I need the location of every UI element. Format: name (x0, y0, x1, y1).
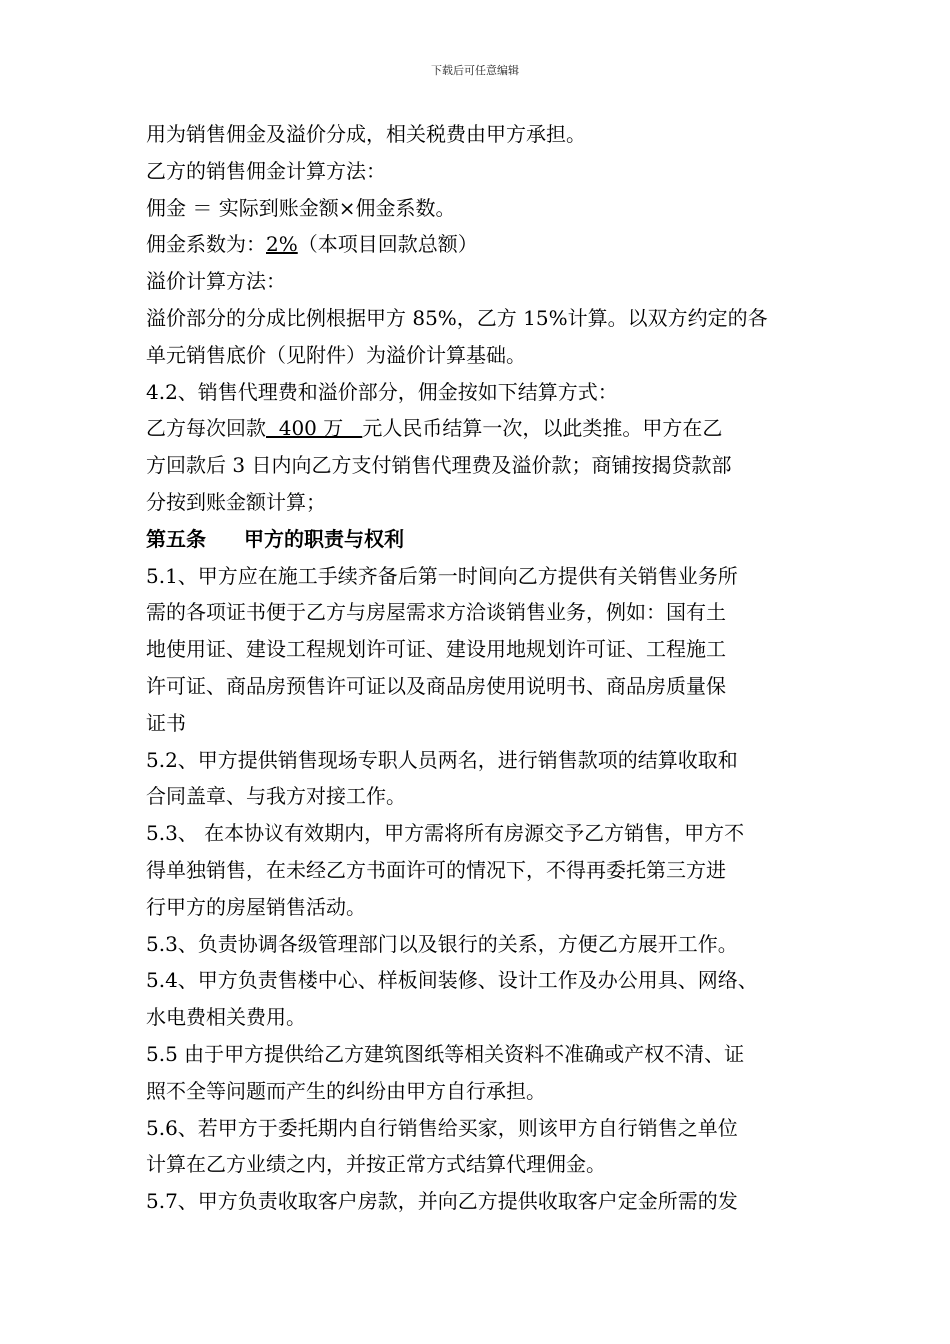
document-body (146, 116, 826, 1220)
commission-rate-line (146, 226, 826, 263)
text-line: 分按到账金额计算； (146, 489, 326, 514)
section-number: 第五条 (146, 526, 206, 551)
text-line: 溢价部分的分成比例根据甲方 85%，乙方 15%计算。以双方约定的各 (146, 305, 768, 330)
text-line: 计算在乙方业绩之内，并按正常方式结算代理佣金。 (146, 1152, 606, 1177)
text-line: 得单独销售，在未经乙方书面许可的情况下，不得再委托第三方进 (146, 857, 726, 882)
section-heading (146, 521, 826, 558)
settlement-amount: 400 万 (266, 416, 363, 441)
text-line: 水电费相关费用。 (146, 1005, 306, 1030)
text-line: 溢价计算方法： (146, 269, 286, 294)
rate-value: 2% (266, 232, 298, 257)
text-line: 合同盖章、与我方对接工作。 (146, 784, 406, 809)
page-header: 下载后可任意编辑 (431, 64, 519, 77)
text-line: 5.4、甲方负责售楼中心、样板间装修、设计工作及办公用具、网络、 (146, 968, 758, 993)
text-line: 单元销售底价（见附件）为溢价计算基础。 (146, 342, 526, 367)
text-line: 5.3、负责协调各级管理部门以及银行的关系，方便乙方展开工作。 (146, 931, 738, 956)
text-line: 5.5 由于甲方提供给乙方建筑图纸等相关资料不准确或产权不清、证 (146, 1041, 745, 1066)
text-line: 方回款后 3 日内向乙方支付销售代理费及溢价款；商铺按揭贷款部 (146, 453, 732, 478)
text-line: 照不全等问题而产生的纠纷由甲方自行承担。 (146, 1078, 546, 1103)
text-line: 佣金 ＝ 实际到账金额×佣金系数。 (146, 195, 456, 220)
text-line: 5.6、若甲方于委托期内自行销售给买家，则该甲方自行销售之单位 (146, 1115, 738, 1140)
text-line: 5.3、 在本协议有效期内，甲方需将所有房源交予乙方销售，甲方不 (146, 821, 745, 846)
rate-note: （本项目回款总额） (297, 232, 478, 257)
text-line: 用为销售佣金及溢价分成，相关税费由甲方承担。 (146, 122, 586, 146)
text-line: 行甲方的房屋销售活动。 (146, 894, 366, 919)
settlement-amount-line (146, 410, 826, 447)
text-line: 4.2、销售代理费和溢价部分，佣金按如下结算方式： (146, 379, 618, 404)
text-line: 乙方的销售佣金计算方法： (146, 158, 386, 183)
text-line: 5.1、甲方应在施工手续齐备后第一时间向乙方提供有关销售业务所 (146, 563, 738, 588)
text-line: 许可证、商品房预售许可证以及商品房使用说明书、商品房质量保 (146, 673, 726, 698)
text-line: 证书 (146, 710, 186, 735)
settlement-prefix: 乙方每次回款 (146, 416, 266, 441)
text-line: 5.2、甲方提供销售现场专职人员两名，进行销售款项的结算收取和 (146, 747, 738, 772)
text-line: 需的各项证书便于乙方与房屋需求方洽谈销售业务，例如：国有土 (146, 600, 726, 625)
rate-label: 佣金系数为： (146, 232, 266, 257)
text-line: 5.7、甲方负责收取客户房款，并向乙方提供收取客户定金所需的发 (146, 1189, 738, 1214)
text-line: 地使用证、建设工程规划许可证、建设用地规划许可证、工程施工 (146, 637, 726, 662)
settlement-suffix: 元人民币结算一次，以此类推。甲方在乙 (362, 416, 723, 441)
section-title: 甲方的职责与权利 (244, 526, 404, 551)
